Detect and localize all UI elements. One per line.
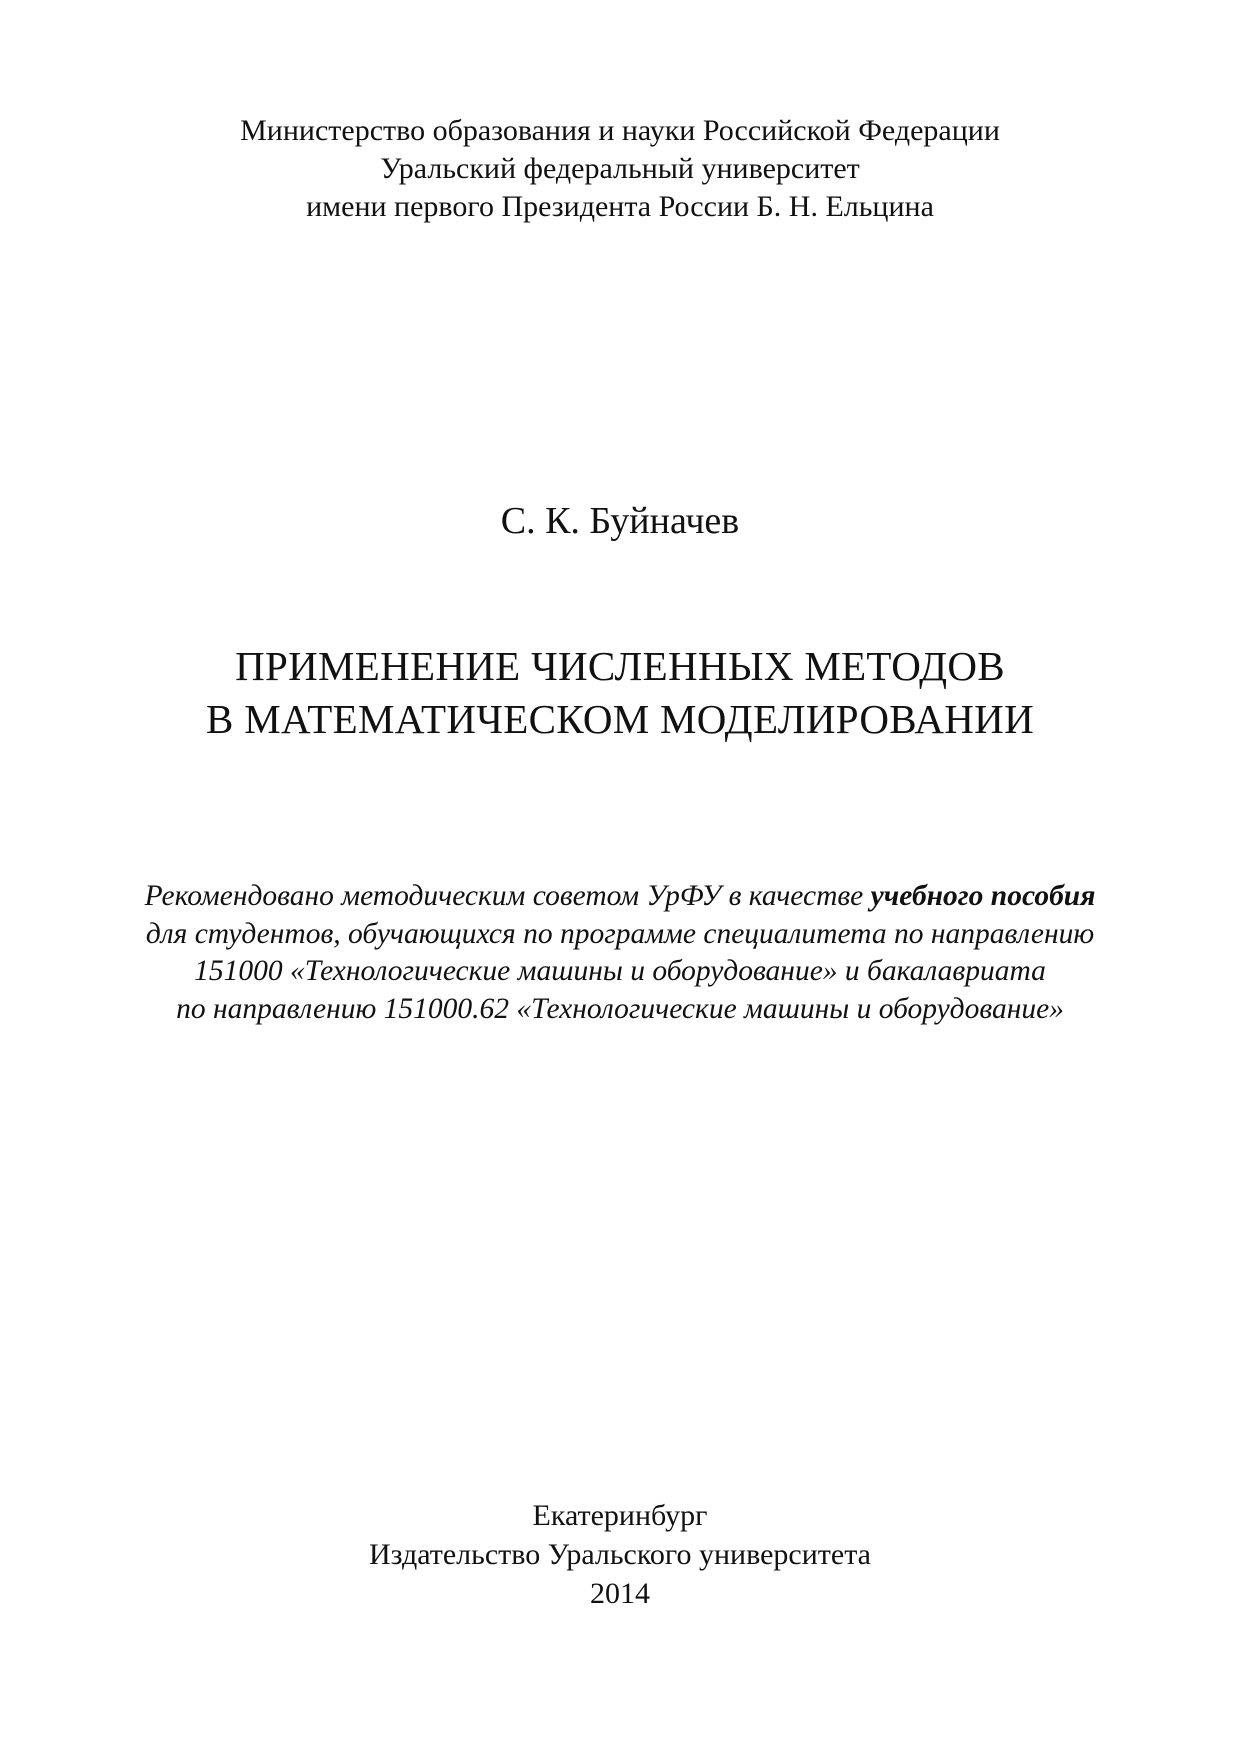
- recommendation-line-1-text: Рекомендовано методическим советом УрФУ в качестве: [144, 880, 871, 912]
- recommendation-note: [0, 878, 1240, 1028]
- title-line-1: ПРИМЕНЕНИЕ ЧИСЛЕННЫХ МЕТОДОВ: [235, 643, 1005, 689]
- university-line: Уральский федеральный университет: [380, 152, 860, 185]
- book-title: [0, 640, 1240, 746]
- author-name: С. К. Буйначев: [500, 500, 740, 542]
- recommendation-emphasis: учебного пособия: [870, 880, 1096, 912]
- recommendation-line-2: для студентов, обучающихся по программе специалитета по направлению: [145, 917, 1095, 950]
- ministry-line: Министерство образования и науки Российской Федерации: [240, 114, 1000, 147]
- imprint-publisher: Издательство Уральского университета: [368, 1538, 871, 1571]
- recommendation-line-4: по направлению 151000.62 «Технологические машины и оборудование»: [176, 992, 1064, 1025]
- recommendation-line-1: [0, 878, 1240, 916]
- institution-header: [0, 112, 1240, 226]
- imprint-year: 2014: [590, 1577, 650, 1610]
- title-line-2: В МАТЕМАТИЧЕСКОМ МОДЕЛИРОВАНИИ: [206, 696, 1034, 742]
- imprint-city: Екатеринбург: [532, 1499, 708, 1532]
- university-namesake-line: имени первого Президента России Б. Н. Ельцина: [306, 190, 934, 223]
- recommendation-line-3: 151000 «Технологические машины и оборудование» и бакалавриата: [194, 955, 1046, 987]
- imprint: [0, 1496, 1240, 1613]
